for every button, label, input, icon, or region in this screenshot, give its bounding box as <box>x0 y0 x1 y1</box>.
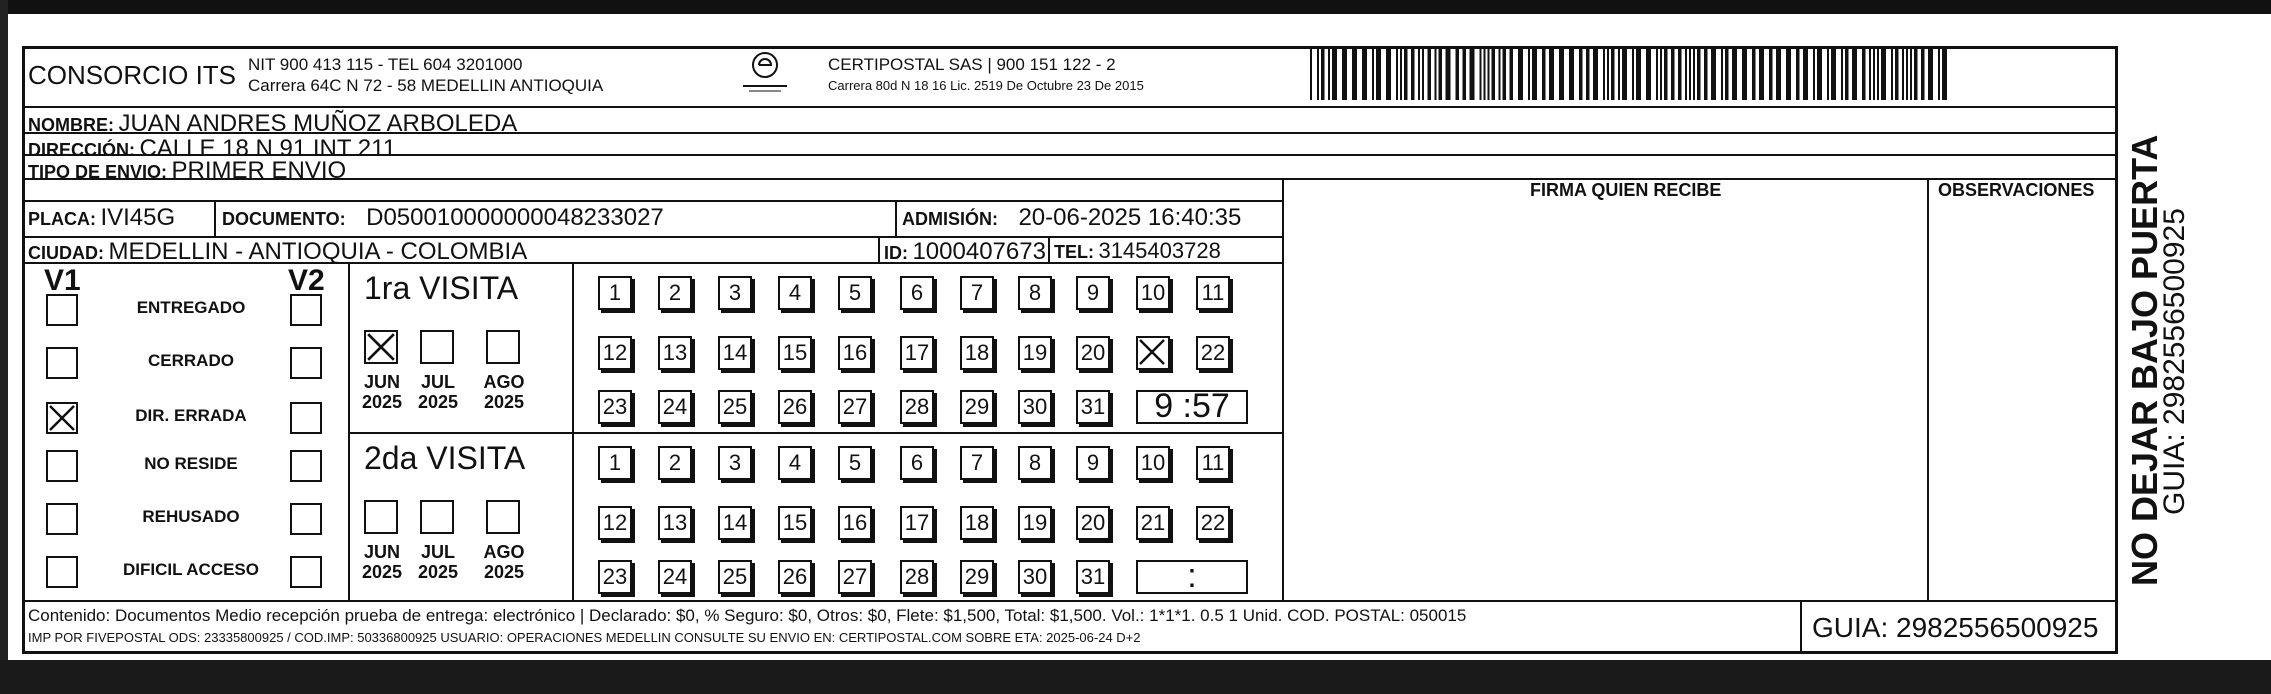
status-option-label: REHUSADO <box>142 507 240 526</box>
impresion-line: IMP POR FIVEPOSTAL ODS: 23335800925 / COD.IMP: 50336800925 USUARIO: OPERACIONES MEDELLIN CONSULTE SU ENVIO EN: CERTIPOSTAL.COM SOBRE ETA: 2025-06-24 D+2 <box>28 630 1141 645</box>
month-checkbox[interactable] <box>420 500 454 534</box>
observaciones-header: OBSERVACIONES <box>1938 180 2095 200</box>
company-address: Carrera 64C N 72 - 58 MEDELLIN ANTIOQUIA <box>248 76 604 95</box>
day-box[interactable]: 19 <box>1018 336 1052 370</box>
v2-checkbox[interactable] <box>290 347 322 379</box>
day-box[interactable]: 20 <box>1076 506 1110 540</box>
month-label: JUL 2025 <box>417 542 459 582</box>
day-box[interactable]: 11 <box>1196 446 1230 480</box>
day-box[interactable]: 22 <box>1196 336 1230 370</box>
day-box[interactable]: 15 <box>778 506 812 540</box>
day-box[interactable]: 27 <box>838 560 872 594</box>
day-box[interactable]: 2 <box>658 446 692 480</box>
no-dejar-bajo-puerta: NO DEJAR BAJO PUERTA <box>2124 134 2165 586</box>
day-box[interactable]: 19 <box>1018 506 1052 540</box>
day-box[interactable]: 5 <box>838 446 872 480</box>
day-box[interactable]: 3 <box>718 276 752 310</box>
day-box[interactable]: 9 <box>1076 446 1110 480</box>
day-box[interactable]: 23 <box>598 560 632 594</box>
day-box[interactable]: 29 <box>960 560 994 594</box>
certipostal-name: CERTIPOSTAL SAS | 900 151 122 - 2 <box>828 55 1116 74</box>
visit2-title: 2da VISITA <box>364 440 526 476</box>
day-box[interactable]: 14 <box>718 506 752 540</box>
month-checkbox[interactable] <box>364 500 398 534</box>
day-box[interactable]: 5 <box>838 276 872 310</box>
firma-header: FIRMA QUIEN RECIBE <box>1530 180 1722 200</box>
ciudad-cell: CIUDAD: MEDELLIN - ANTIOQUIA - COLOMBIA <box>28 238 528 265</box>
left-edge <box>0 0 8 694</box>
v1-checkbox[interactable] <box>46 402 78 434</box>
bottom-edge <box>0 660 2271 694</box>
day-box[interactable]: 7 <box>960 276 994 310</box>
day-box[interactable]: 21 <box>1136 506 1170 540</box>
day-box[interactable]: 10 <box>1136 276 1170 310</box>
status-option-label: DIR. ERRADA <box>135 406 247 425</box>
day-box[interactable]: 1 <box>598 446 632 480</box>
certipostal-logo <box>735 50 795 96</box>
day-box[interactable]: 6 <box>900 276 934 310</box>
day-box[interactable]: 18 <box>960 506 994 540</box>
day-box[interactable]: 28 <box>900 390 934 424</box>
day-box[interactable]: 28 <box>900 560 934 594</box>
v2-checkbox[interactable] <box>290 503 322 535</box>
day-box[interactable]: 14 <box>718 336 752 370</box>
day-box[interactable]: 11 <box>1196 276 1230 310</box>
day-box[interactable]: 16 <box>838 336 872 370</box>
v1-checkbox[interactable] <box>46 294 78 326</box>
day-box[interactable]: 1 <box>598 276 632 310</box>
day-box[interactable]: 10 <box>1136 446 1170 480</box>
month-label: JUN 2025 <box>361 542 403 582</box>
day-box[interactable]: 25 <box>718 560 752 594</box>
day-box[interactable]: 29 <box>960 390 994 424</box>
nombre-row: NOMBRE: JUAN ANDRES MUÑOZ ARBOLEDA <box>28 110 518 137</box>
day-box[interactable]: 13 <box>658 336 692 370</box>
v1-checkbox[interactable] <box>46 503 78 535</box>
v1-header: V1 <box>44 264 81 297</box>
day-box[interactable]: 16 <box>838 506 872 540</box>
day-box[interactable]: 2 <box>658 276 692 310</box>
day-box[interactable]: 31 <box>1076 390 1110 424</box>
month-checkbox[interactable] <box>486 500 520 534</box>
company-name: CONSORCIO ITS <box>28 60 237 90</box>
tipo-envio-row: TIPO DE ENVIO: PRIMER ENVIO <box>28 157 347 184</box>
v2-checkbox[interactable] <box>290 556 322 588</box>
month-label: JUL 2025 <box>417 372 459 412</box>
placa-cell: PLACA: IVI45G <box>28 204 176 231</box>
v2-checkbox[interactable] <box>290 402 322 434</box>
id-cell: ID: 1000407673 <box>884 238 1046 265</box>
guia-footer: GUIA: 2982556500925 <box>1812 612 2099 643</box>
day-box[interactable]: 24 <box>658 560 692 594</box>
month-checkbox[interactable] <box>486 330 520 364</box>
time-box[interactable]: : <box>1136 560 1248 594</box>
guia-side: GUIA: 2982556500925 <box>2158 208 2191 515</box>
day-box[interactable]: 7 <box>960 446 994 480</box>
month-checkbox[interactable] <box>364 330 398 364</box>
day-box[interactable]: 9 <box>1076 276 1110 310</box>
admision-cell: ADMISIÓN: 20-06-2025 16:40:35 <box>902 204 1242 231</box>
day-box[interactable]: 17 <box>900 336 934 370</box>
day-box[interactable]: 13 <box>658 506 692 540</box>
company-nit: NIT 900 413 115 - TEL 604 3201000 <box>248 55 523 74</box>
day-box[interactable]: 25 <box>718 390 752 424</box>
day-box[interactable]: 31 <box>1076 560 1110 594</box>
month-label: JUN 2025 <box>361 372 403 412</box>
day-box[interactable]: 23 <box>598 390 632 424</box>
v1-checkbox[interactable] <box>46 556 78 588</box>
day-box[interactable]: 18 <box>960 336 994 370</box>
v1-checkbox[interactable] <box>46 347 78 379</box>
month-label: AGO 2025 <box>483 542 525 582</box>
day-box[interactable]: 30 <box>1018 560 1052 594</box>
direccion-row: DIRECCIÓN: CALLE 18 N 91 INT 211 <box>28 135 397 162</box>
v2-header: V2 <box>288 264 325 297</box>
day-box[interactable]: 4 <box>778 276 812 310</box>
month-checkbox[interactable] <box>420 330 454 364</box>
time-box[interactable]: 9 :57 <box>1136 390 1248 424</box>
day-box[interactable]: 8 <box>1018 276 1052 310</box>
day-box[interactable]: 12 <box>598 506 632 540</box>
day-box[interactable]: 17 <box>900 506 934 540</box>
v2-checkbox[interactable] <box>290 294 322 326</box>
day-box[interactable]: 26 <box>778 390 812 424</box>
month-label: AGO 2025 <box>483 372 525 412</box>
tel-cell: TEL: 3145403728 <box>1054 238 1221 263</box>
v2-checkbox[interactable] <box>290 450 322 482</box>
status-option-label: ENTREGADO <box>136 298 246 317</box>
certipostal-address: Carrera 80d N 18 16 Lic. 2519 De Octubre 23 De 2015 <box>828 78 1144 93</box>
visit1-title: 1ra VISITA <box>364 270 519 306</box>
day-box[interactable]: 22 <box>1196 506 1230 540</box>
documento-cell: DOCUMENTO: D050010000000048233027 <box>222 204 664 231</box>
status-option-label: NO RESIDE <box>144 454 238 473</box>
day-box[interactable]: 6 <box>900 446 934 480</box>
day-box[interactable]: 8 <box>1018 446 1052 480</box>
day-box[interactable]: 3 <box>718 446 752 480</box>
barcode <box>1310 46 1950 102</box>
day-box[interactable]: 30 <box>1018 390 1052 424</box>
day-box[interactable]: 26 <box>778 560 812 594</box>
day-box[interactable]: 12 <box>598 336 632 370</box>
status-option-label: DIFICIL ACCESO <box>122 560 259 579</box>
day-box[interactable]: 20 <box>1076 336 1110 370</box>
status-option-label: CERRADO <box>148 351 234 370</box>
contenido-line: Contenido: Documentos Medio recepción prueba de entrega: electrónico | Declarado: $0, % Seguro: $0, Otros: $0, Flete: $1,500, Total: $1,500. Vol.: 1*1*1. 0.5 1 Unid. COD. POSTAL: 050015 <box>28 606 1467 625</box>
day-box[interactable]: 24 <box>658 390 692 424</box>
day-box[interactable]: 4 <box>778 446 812 480</box>
top-edge <box>0 0 2271 14</box>
v1-checkbox[interactable] <box>46 450 78 482</box>
day-box[interactable]: 15 <box>778 336 812 370</box>
day-box[interactable] <box>1136 336 1170 370</box>
day-box[interactable]: 27 <box>838 390 872 424</box>
